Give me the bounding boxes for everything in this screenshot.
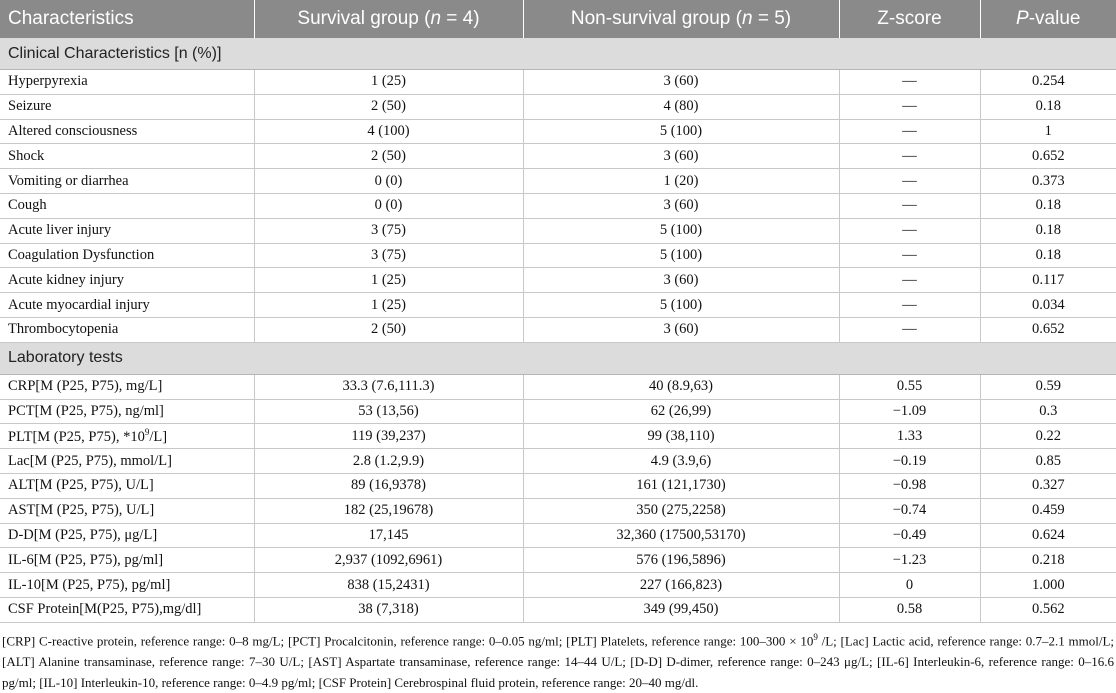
row-label: IL-6[M (P25, P75), pg/ml] [0,548,254,573]
header-p-value: P-value [980,0,1116,38]
zscore-cell: — [839,243,980,268]
table-row [0,424,1116,449]
pvalue-cell: 0.18 [980,243,1116,268]
survival-cell: 53 (13,56) [254,399,523,424]
zscore-cell: — [839,293,980,318]
zscore-cell: 1.33 [839,424,980,449]
pvalue-cell: 0.59 [980,374,1116,399]
zscore-cell: — [839,193,980,218]
pvalue-cell: 0.624 [980,523,1116,548]
zscore-cell: — [839,119,980,144]
nonsurvival-cell: 161 (121,1730) [523,473,839,498]
nonsurvival-cell: 576 (196,5896) [523,548,839,573]
nonsurvival-cell: 5 (100) [523,218,839,243]
survival-cell: 119 (39,237) [254,424,523,449]
table-row [0,573,1116,598]
nonsurvival-cell: 350 (275,2258) [523,498,839,523]
row-label: Seizure [0,94,254,119]
nonsurvival-cell: 3 (60) [523,317,839,342]
table-header-row [0,0,1116,38]
nonsurvival-cell: 3 (60) [523,144,839,169]
nonsurvival-cell: 40 (8.9,63) [523,374,839,399]
zscore-cell: — [839,169,980,194]
pvalue-cell: 0.3 [980,399,1116,424]
zscore-cell: −1.09 [839,399,980,424]
row-label: D-D[M (P25, P75), μg/L] [0,523,254,548]
table-row [0,473,1116,498]
table-row [0,293,1116,318]
table-row [0,94,1116,119]
zscore-cell: −1.23 [839,548,980,573]
zscore-cell: −0.74 [839,498,980,523]
table-row [0,70,1116,95]
table-row [0,119,1116,144]
zscore-cell: — [839,70,980,95]
zscore-cell: 0.55 [839,374,980,399]
nonsurvival-cell: 5 (100) [523,119,839,144]
zscore-cell: — [839,317,980,342]
nonsurvival-cell: 349 (99,450) [523,597,839,622]
nonsurvival-cell: 99 (38,110) [523,424,839,449]
header-non-survival-group: Non-survival group (n = 5) [523,0,839,38]
survival-cell: 2,937 (1092,6961) [254,548,523,573]
row-label: Acute kidney injury [0,268,254,293]
zscore-cell: −0.49 [839,523,980,548]
row-label: Cough [0,193,254,218]
row-label: Acute myocardial injury [0,293,254,318]
nonsurvival-cell: 227 (166,823) [523,573,839,598]
pvalue-cell: 0.652 [980,317,1116,342]
survival-cell: 182 (25,19678) [254,498,523,523]
header-survival-group: Survival group (n = 4) [254,0,523,38]
survival-cell: 2.8 (1.2,9.9) [254,449,523,474]
zscore-cell: — [839,144,980,169]
zscore-cell: 0.58 [839,597,980,622]
row-label: Acute liver injury [0,218,254,243]
header-z-score: Z-score [839,0,980,38]
table-row [0,449,1116,474]
pvalue-cell: 0.459 [980,498,1116,523]
section-clinical [0,38,1116,70]
zscore-cell: −0.98 [839,473,980,498]
nonsurvival-cell: 5 (100) [523,293,839,318]
survival-cell: 3 (75) [254,218,523,243]
pvalue-cell: 0.254 [980,70,1116,95]
zscore-cell: — [839,94,980,119]
pvalue-cell: 0.218 [980,548,1116,573]
table-row [0,374,1116,399]
survival-cell: 1 (25) [254,293,523,318]
pvalue-cell: 0.652 [980,144,1116,169]
table-row [0,317,1116,342]
section-laboratory [0,342,1116,374]
row-label: Altered consciousness [0,119,254,144]
nonsurvival-cell: 3 (60) [523,268,839,293]
table-row [0,268,1116,293]
row-label: PCT[M (P25, P75), ng/ml] [0,399,254,424]
pvalue-cell: 1 [980,119,1116,144]
row-label: Coagulation Dysfunction [0,243,254,268]
nonsurvival-cell: 5 (100) [523,243,839,268]
pvalue-cell: 0.18 [980,193,1116,218]
survival-cell: 2 (50) [254,94,523,119]
survival-cell: 3 (75) [254,243,523,268]
pvalue-cell: 0.034 [980,293,1116,318]
pvalue-cell: 1.000 [980,573,1116,598]
survival-cell: 1 (25) [254,70,523,95]
survival-cell: 33.3 (7.6,111.3) [254,374,523,399]
row-label: ALT[M (P25, P75), U/L] [0,473,254,498]
zscore-cell: — [839,218,980,243]
survival-cell: 4 (100) [254,119,523,144]
survival-cell: 0 (0) [254,193,523,218]
zscore-cell: — [839,268,980,293]
nonsurvival-cell: 3 (60) [523,193,839,218]
pvalue-cell: 0.85 [980,449,1116,474]
row-label: Lac[M (P25, P75), mmol/L] [0,449,254,474]
row-label: AST[M (P25, P75), U/L] [0,498,254,523]
table-row [0,523,1116,548]
table-row [0,597,1116,622]
pvalue-cell: 0.18 [980,94,1116,119]
survival-cell: 838 (15,2431) [254,573,523,598]
table-row [0,399,1116,424]
pvalue-cell: 0.562 [980,597,1116,622]
table-row [0,218,1116,243]
survival-cell: 0 (0) [254,169,523,194]
survival-cell: 89 (16,9378) [254,473,523,498]
nonsurvival-cell: 62 (26,99) [523,399,839,424]
row-label: IL-10[M (P25, P75), pg/ml] [0,573,254,598]
pvalue-cell: 0.22 [980,424,1116,449]
survival-cell: 1 (25) [254,268,523,293]
pvalue-cell: 0.373 [980,169,1116,194]
row-label: CSF Protein[M(P25, P75),mg/dl] [0,597,254,622]
nonsurvival-cell: 4.9 (3.9,6) [523,449,839,474]
zscore-cell: −0.19 [839,449,980,474]
survival-cell: 38 (7,318) [254,597,523,622]
row-label: PLT[M (P25, P75), $*10^9/L$] [0,424,254,449]
survival-cell: 17,145 [254,523,523,548]
nonsurvival-cell: 32,360 (17500,53170) [523,523,839,548]
pvalue-cell: 0.117 [980,268,1116,293]
table-row [0,548,1116,573]
section-clinical-label: Clinical Characteristics [n (%)] [0,38,1116,70]
survival-cell: 2 (50) [254,317,523,342]
pvalue-cell: 0.18 [980,218,1116,243]
row-label: Vomiting or diarrhea [0,169,254,194]
table-row [0,498,1116,523]
table-footnote: [CRP] C-reactive protein, reference range: 0–8 mg/L; [PCT] Procalcitonin, reference range: 0–0.05 ng/ml; [PLT] Platelets, reference range: $100-300 \times 10^9$ /L; [Lac] Lactic acid, reference range: 0.7–2.1 mmol/L; [ALT] Alanine transaminase, reference range: 7–30 U/L; [AST] Aspartate transaminase, reference range: 14–44 U/L; [D-D] D-dimer, reference range: 0–243 μg/L; [IL-6] Interleukin-6, reference range: 0–16.6 pg/ml; [IL-10] Interleukin-10, reference range: 0–4.9 pg/ml; [CSF Protein] Cerebrospinal fluid protein, reference range: 20–40 mg/dl. [2,631,1115,691]
table-row [0,243,1116,268]
row-label: Thrombocytopenia [0,317,254,342]
row-label: Hyperpyrexia [0,70,254,95]
section-laboratory-label: Laboratory tests [0,342,1116,374]
pvalue-cell: 0.327 [980,473,1116,498]
table-row [0,169,1116,194]
nonsurvival-cell: 4 (80) [523,94,839,119]
header-characteristics: Characteristics [0,0,254,38]
row-label: Shock [0,144,254,169]
table-row [0,193,1116,218]
nonsurvival-cell: 3 (60) [523,70,839,95]
table-row [0,144,1116,169]
survival-cell: 2 (50) [254,144,523,169]
nonsurvival-cell: 1 (20) [523,169,839,194]
zscore-cell: 0 [839,573,980,598]
row-label: CRP[M (P25, P75), mg/L] [0,374,254,399]
